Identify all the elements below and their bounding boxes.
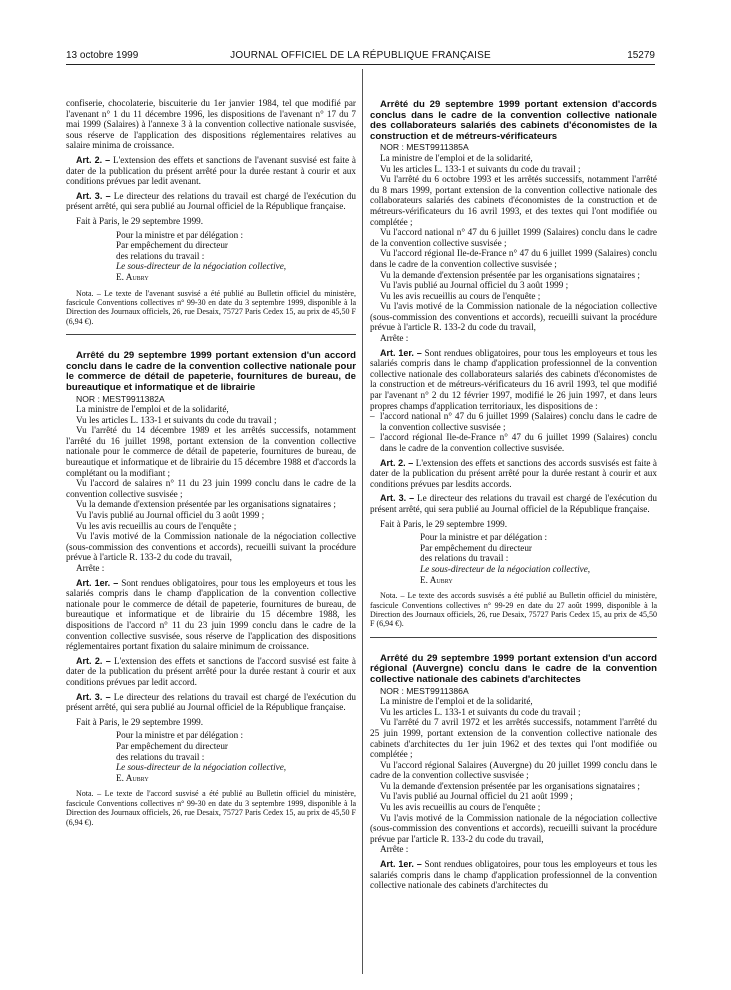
- article-1: [370, 348, 657, 412]
- preamble-line: Vu les articles L. 133-1 et suivants du code du travail ;: [380, 706, 581, 717]
- dash-list: [370, 411, 657, 453]
- preamble-line: Vu l'avis publié au Journal officiel du 21 août 1999 ;: [380, 791, 573, 802]
- article-2: [66, 656, 356, 688]
- preamble-line: Vu les articles L. 133-1 et suivants du code du travail ;: [76, 414, 277, 425]
- article-3: [66, 692, 356, 713]
- signature-line: des relations du travail :: [116, 250, 205, 261]
- signature-line: Par empêchement du directeur: [116, 240, 228, 251]
- running-header: [66, 50, 655, 64]
- signature-date: Fait à Paris, le 29 septembre 1999.: [380, 518, 508, 529]
- dash-item: – l'accord régional Ile-de-France n° 47 du 6 juillet 1999 (Salaires) conclu dans le cadre de la convention collective susvisée.: [370, 432, 657, 453]
- article-text: L'extension des effets et sanctions de l'avenant susvisé est faite à dater de la publication du présent arrêté pour la durée restant à courir et aux conditions prévues par ledit avenant.: [66, 154, 356, 187]
- preamble-line: Vu les avis recueillis au cours de l'enquête ;: [76, 520, 237, 531]
- article-3: [66, 191, 356, 212]
- signature-title: Le sous-directeur de la négociation collective,: [116, 261, 287, 272]
- article-label: Art. 1er. –: [380, 347, 422, 358]
- preamble-line: Vu l'accord de salaires n° 11 du 23 juin 1999 conclu dans le cadre de la convention collective susvisée ;: [66, 478, 356, 499]
- preamble-line: Vu l'avis publié au Journal officiel du 3 août 1999 ;: [380, 280, 569, 291]
- preamble-line: Vu l'avis motivé de la Commission nationale de la négociation collective (sous-commission des conventions et accords), recueilli suivant la procédure prévue par l'article R. 133-2 du code du travail,: [370, 812, 657, 844]
- article-text: Le directeur des relations du travail est chargé de l'exécution du présent arrêté, qui sera publié au Journal officiel de la République française.: [66, 691, 356, 713]
- article-3: [370, 493, 657, 514]
- article-2: [66, 155, 356, 187]
- preamble-line: Vu la demande d'extension présentée par les organisations signataires ;: [380, 780, 640, 791]
- article-label: Art. 2. –: [76, 154, 111, 165]
- arrete-heading: Arrête :: [380, 333, 409, 344]
- signatory-name: E. Aubry: [116, 772, 149, 783]
- preamble-line: Vu les avis recueillis au cours de l'enquête ;: [380, 290, 541, 301]
- dash-item: – l'accord national n° 47 du 6 juillet 1999 (Salaires) conclu dans le cadre de la convention collective susvisée ;: [370, 411, 657, 432]
- preamble-line: Vu la demande d'extension présentée par les organisations signataires ;: [380, 269, 640, 280]
- nor-reference: NOR : MEST9911382A: [76, 393, 165, 404]
- decree-title: Arrêté du 29 septembre 1999 portant extension d'un accord régional (Auvergne) conclu dans le cadre de la convention collective nationale des cabinets d'architectes: [370, 652, 657, 685]
- decree-title: Arrêté du 29 septembre 1999 portant extension d'un accord conclu dans le cadre de la convention collective nationale pour le commerce de détail de papeterie, fournitures de bureau, de bureautique et informatique et de librairie: [66, 350, 356, 393]
- signature-title: Le sous-directeur de la négociation collective,: [420, 563, 591, 574]
- preamble-line: Vu l'arrêté du 14 décembre 1989 et les arrêtés successifs, notamment l'arrêté du 16 juillet 1998, portant extension de la convention collective nationale pour le commerce de détail de papeterie, fournitures de bureau, de bureautique et informatique et de librairie du 15 décembre 1988 et d'accords la complétant ou la modifiant ;: [66, 425, 356, 478]
- preamble-line: Vu l'accord régional Salaires (Auvergne) du 20 juillet 1999 conclu dans le cadre de la convention collective susvisée ;: [370, 759, 657, 781]
- signature-line: des relations du travail :: [116, 751, 205, 762]
- preamble-line: Vu l'avis motivé de la Commission nationale de la négociation collective (sous-commission des conventions et accords), recueilli suivant la procédure prévue à l'article R. 133-2 du code du travail,: [66, 531, 356, 563]
- preamble-line: La ministre de l'emploi et de la solidarité,: [380, 152, 533, 163]
- signature-line: Pour la ministre et par délégation :: [116, 229, 244, 240]
- continued-text: confiserie, chocolaterie, biscuiterie du 1er janvier 1984, tel que modifié par l'avenant n° 1 du 11 décembre 1996, les dispositions de l'avenant n° 17 du 7 mai 1999 (Salaires) à l'annexe 3 à la convention collective nationale susvisée, sous réserve de l'application des dispositions réglementaires relatives au salaire minima de croissance.: [66, 98, 356, 151]
- preamble-line: La ministre de l'emploi et de la solidarité,: [76, 404, 229, 415]
- preamble-line: Vu l'arrêté du 7 avril 1972 et les arrêtés successifs, notamment l'arrêté du 25 juin 1999, portant extension de la convention collective nationale des cabinets d'architectes du 1er juin 1962 et des textes qui l'ont modifiée ou complétée ;: [370, 717, 657, 760]
- article-1: [66, 578, 356, 652]
- header-page-number: 15279: [627, 50, 655, 61]
- nota: Nota. – Le texte de l'avenant susvisé a été publié au Bulletin officiel du ministère, fascicule Conventions collectives n° 99-30 en date du 3 septembre 1999, disponible à la Direction des Journaux officiels, 26, rue Desaix, 75727 Paris Cedex 15, au prix de 45,50 F (6,94 €).: [66, 288, 356, 326]
- article-2: [370, 458, 657, 490]
- nota: Nota. – Le texte de l'accord susvisé a été publié au Bulletin officiel du ministère, fascicule Conventions collectives n° 99-30 en date du 3 septembre 1999, disponible à la Direction des Journaux officiels, 26, rue Desaix, 75727 Paris Cedex 15, au prix de 45,50 F (6,94 €).: [66, 789, 356, 827]
- signature-date: Fait à Paris, le 29 septembre 1999.: [76, 215, 204, 226]
- section-separator: [370, 637, 657, 638]
- header-journal-title: JOURNAL OFFICIEL DE LA RÉPUBLIQUE FRANÇAISE: [230, 50, 491, 61]
- nor-reference: NOR : MEST9911385A: [380, 142, 469, 153]
- left-column: [66, 98, 356, 827]
- preamble-line: Vu l'accord régional Ile-de-France n° 47 du 6 juillet 1999 (Salaires) conclu dans le cadre de la convention collective susvisée ;: [370, 248, 657, 269]
- article-1: [370, 859, 657, 891]
- article-text: Le directeur des relations du travail est chargé de l'exécution du présent arrêté, qui sera publié au Journal officiel de la République française.: [370, 493, 657, 514]
- header-rule: [66, 64, 655, 65]
- article-text: Sont rendues obligatoires, pour tous les employeurs et tous les salariés compris dans le champ d'application professionnel de la convention collective nationale des cabinets d'architectes du: [370, 859, 657, 891]
- preamble-line: Vu les articles L. 133-1 et suivants du code du travail ;: [380, 163, 581, 174]
- section-separator: [66, 334, 356, 335]
- article-label: Art. 3. –: [76, 190, 111, 201]
- nota: Nota. – Le texte des accords susvisés a été publié au Bulletin officiel du ministère, fascicule Conventions collectives n° 99-29 en date du 27 août 1999, disponible à la Direction des Journaux officiels, 26, rue Desaix, 75727 Paris Cedex 15, au prix de 45,50 F (6,94 €).: [370, 591, 657, 629]
- signatory-name: E. Aubry: [420, 574, 453, 585]
- nor-reference: NOR : MEST9911386A: [380, 685, 469, 696]
- signature-block: [106, 730, 356, 783]
- right-column: [370, 100, 657, 891]
- article-label: Art. 1er. –: [380, 859, 422, 870]
- article-label: Art. 3. –: [380, 493, 415, 504]
- column-divider: [362, 69, 363, 974]
- article-text: Sont rendues obligatoires, pour tous les employeurs et tous les salariés compris dans le champ d'application professionnel de la convention collective nationale des collaborateurs salariés des cabinets d'économistes de la construction et de métreurs-vérificateurs du 16 avril 1993, tel que modifié par l'avenant n° 2 du 12 février 1997, modifié le 26 juin 1997, et dans leurs propres champs d'application territoriaux, les dispositions de :: [370, 347, 657, 411]
- signature-block: [410, 532, 657, 585]
- article-label: Art. 2. –: [76, 655, 111, 666]
- article-text: L'extension des effets et sanctions des accords susvisés est faite à dater de la publication du présent arrêté pour la durée restant à courir et aux conditions prévues par lesdits accords.: [370, 457, 658, 489]
- preamble-line: Vu l'accord national n° 47 du 6 juillet 1999 (Salaires) conclu dans le cadre de la convention collective susvisée ;: [370, 227, 657, 248]
- signature-date: Fait à Paris, le 29 septembre 1999.: [76, 716, 204, 727]
- arrete-heading: Arrête :: [380, 844, 409, 855]
- article-label: Art. 1er. –: [76, 577, 119, 588]
- preamble-line: Vu les avis recueillis au cours de l'enquête ;: [380, 802, 541, 813]
- article-label: Art. 3. –: [76, 691, 111, 702]
- signatory-name: E. Aubry: [116, 271, 149, 282]
- preamble-line: Vu l'arrêté du 6 octobre 1993 et les arrêtés successifs, notamment l'arrêté du 8 mars 1999, portant extension de la convention collective nationale des collaborateurs salariés des cabinets d'économistes de la construction et de métreurs-vérificateurs du 16 avril 1993, et des textes qui l'ont modifiée ou complétée ;: [370, 174, 657, 227]
- decree-title: Arrêté du 29 septembre 1999 portant extension d'accords conclus dans le cadre de la convention collective nationale des collaborateurs salariés des cabinets d'économistes de la construction et de métreurs-vérificateurs: [370, 99, 657, 142]
- signature-line: Par empêchement du directeur: [116, 740, 228, 751]
- article-text: L'extension des effets et sanctions de l'accord susvisé est faite à dater de la publication du présent arrêté pour la durée restant à courir et aux conditions prévues par ledit accord.: [66, 655, 357, 687]
- signature-line: Pour la ministre et par délégation :: [420, 532, 548, 543]
- preamble-line: Vu l'avis motivé de la Commission nationale de la négociation collective (sous-commission des conventions et accords), recueilli suivant la procédure prévue à l'article R. 133-2 du code du travail,: [370, 301, 657, 333]
- article-text: Le directeur des relations du travail est chargé de l'exécution du présent arrêté, qui sera publié au Journal officiel de la République française.: [66, 190, 356, 212]
- signature-line: Par empêchement du directeur: [420, 542, 532, 553]
- article-text: Sont rendues obligatoires, pour tous les employeurs et tous les salariés compris dans le champ d'application de la convention collective nationale pour le commerce de détail de papeterie, fournitures de bureau, de bureautique et informatique et de librairie du 15 décembre 1988, les dispositions de l'accord n° 11 du 23 juin 1999 conclu dans le cadre de la convention collective susvisée, sous réserve de l'application des dispositions réglementaires portant fixation du salaire minimum de croissance.: [66, 577, 356, 652]
- preamble-line: La ministre de l'emploi et de la solidarité,: [380, 696, 533, 707]
- arrete-heading: Arrête :: [76, 563, 105, 573]
- signature-block: [106, 230, 356, 283]
- preamble-line: Vu la demande d'extension présentée par les organisations signataires ;: [76, 499, 336, 510]
- signature-line: Pour la ministre et par délégation :: [116, 730, 244, 741]
- signature-title: Le sous-directeur de la négociation collective,: [116, 762, 287, 773]
- signature-line: des relations du travail :: [420, 553, 509, 564]
- header-date: 13 octobre 1999: [66, 50, 139, 61]
- preamble-line: Vu l'avis publié au Journal officiel du 3 août 1999 ;: [76, 510, 265, 521]
- article-label: Art. 2. –: [380, 457, 414, 468]
